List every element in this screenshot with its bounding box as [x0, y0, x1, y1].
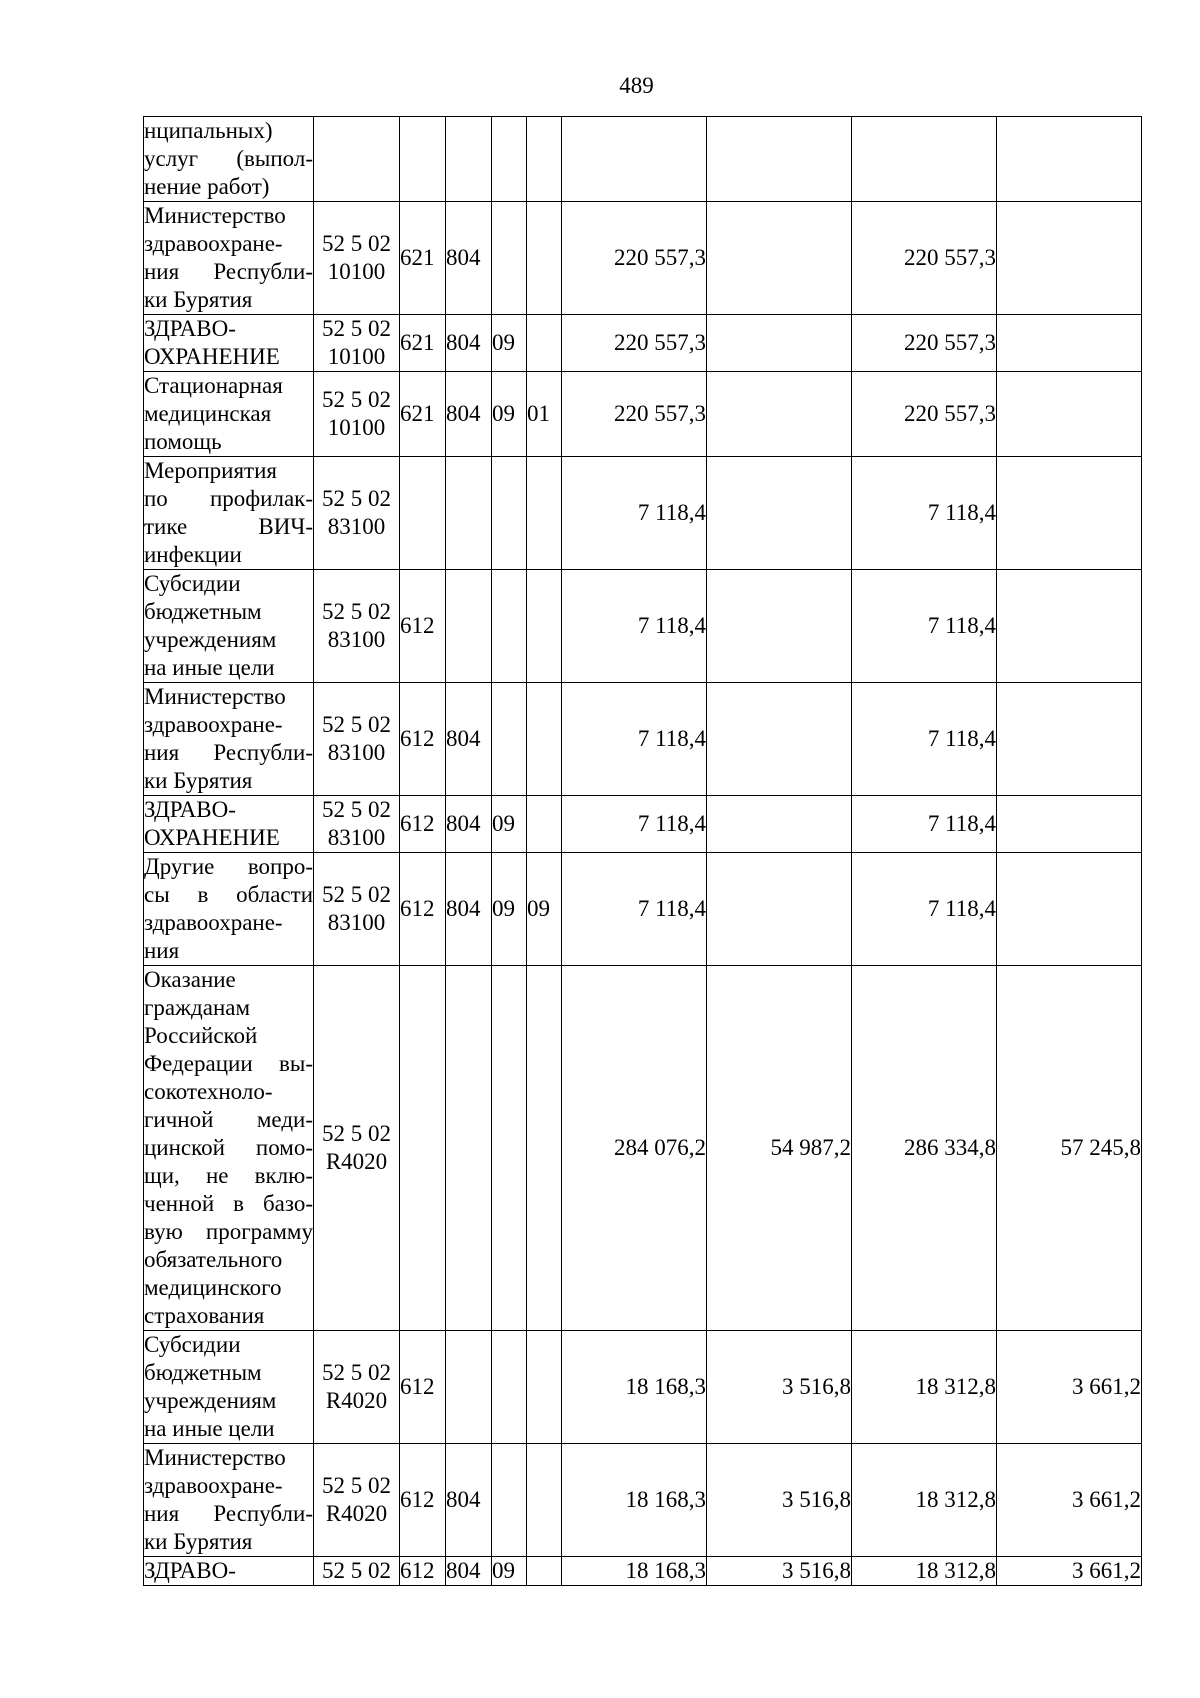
row-value-2 [707, 853, 852, 966]
row-name-line: Оказание [144, 967, 236, 992]
row-name-line: ки Бурятия [144, 1529, 253, 1554]
row-name-line: ЗДРАВО- [144, 316, 236, 341]
row-value-1: 220 557,3 [562, 202, 707, 315]
row-name-line: помощь [144, 429, 222, 454]
row-value-3: 220 557,3 [852, 372, 997, 457]
row-grbs-cell [446, 1331, 492, 1444]
row-name-cell [144, 457, 314, 570]
row-name-line: ния [144, 938, 180, 963]
row-pr-cell: 09 [527, 853, 562, 966]
row-value-3: 286 334,8 [852, 966, 997, 1331]
table-row [144, 1444, 1142, 1557]
row-name-line: цинской помо- [144, 1135, 313, 1160]
row-value-2: 54 987,2 [707, 966, 852, 1331]
row-value-3: 18 312,8 [852, 1557, 997, 1586]
row-name-line: ния Республи- [144, 740, 313, 765]
row-csr-cell [314, 117, 400, 202]
row-name-line: Стационарная [144, 373, 283, 398]
row-pr-cell [527, 1444, 562, 1557]
row-name-line: по профилак- [144, 486, 313, 511]
row-csr-cell [314, 1331, 400, 1444]
row-value-3: 220 557,3 [852, 315, 997, 372]
row-vr-cell: 612 [400, 683, 446, 796]
row-pr-cell [527, 315, 562, 372]
row-grbs-cell: 804 [446, 683, 492, 796]
table-row [144, 966, 1142, 1331]
row-name-line: медицинского [144, 1275, 282, 1300]
row-value-3: 220 557,3 [852, 202, 997, 315]
row-grbs-cell [446, 457, 492, 570]
table-row [144, 570, 1142, 683]
row-rz-cell [492, 117, 527, 202]
table-row [144, 796, 1142, 853]
row-pr-cell: 01 [527, 372, 562, 457]
row-name-line: Министерство [144, 203, 286, 228]
row-value-1: 220 557,3 [562, 372, 707, 457]
row-name-line: Другие вопро- [144, 854, 313, 879]
row-pr-cell [527, 796, 562, 853]
row-name-line: гражданам [144, 995, 251, 1020]
budget-table-body [144, 117, 1142, 1586]
row-value-2: 3 516,8 [707, 1557, 852, 1586]
row-rz-cell: 09 [492, 372, 527, 457]
row-vr-cell: 621 [400, 372, 446, 457]
row-value-3: 7 118,4 [852, 570, 997, 683]
row-value-4 [997, 202, 1142, 315]
row-grbs-cell: 804 [446, 315, 492, 372]
row-vr-cell: 612 [400, 796, 446, 853]
row-value-4 [997, 683, 1142, 796]
row-grbs-cell [446, 117, 492, 202]
row-name-line: Субсидии [144, 571, 241, 596]
row-value-1: 7 118,4 [562, 457, 707, 570]
row-name-line: здравоохране- [144, 712, 283, 737]
row-csr-line: 52 5 02 [322, 316, 391, 341]
row-name-line: Российской [144, 1023, 258, 1048]
row-name-line: ния Республи- [144, 259, 313, 284]
page-number: 489 [619, 73, 654, 98]
row-pr-cell [527, 457, 562, 570]
row-csr-line: R4020 [325, 1501, 388, 1526]
row-name-line: на иные цели [144, 1416, 275, 1441]
row-value-2 [707, 315, 852, 372]
row-name-line: инфекции [144, 542, 242, 567]
row-value-2 [707, 372, 852, 457]
row-name-line: сокотехноло- [144, 1079, 273, 1104]
row-value-3: 7 118,4 [852, 853, 997, 966]
row-value-1: 220 557,3 [562, 315, 707, 372]
row-csr-cell [314, 315, 400, 372]
row-name-line: учреждениям [144, 627, 277, 652]
row-value-4 [997, 117, 1142, 202]
row-value-2: 3 516,8 [707, 1444, 852, 1557]
row-value-2 [707, 202, 852, 315]
row-value-3: 7 118,4 [852, 457, 997, 570]
table-row [144, 372, 1142, 457]
table-row [144, 853, 1142, 966]
row-csr-cell [314, 853, 400, 966]
row-vr-cell: 621 [400, 315, 446, 372]
row-value-3: 7 118,4 [852, 683, 997, 796]
row-name-cell [144, 117, 314, 202]
row-name-cell [144, 1557, 314, 1586]
row-name-line: обязательного [144, 1247, 283, 1272]
row-name-line: бюджетным [144, 1360, 262, 1385]
row-csr-cell [314, 796, 400, 853]
row-name-line: нципальных) [144, 118, 273, 143]
row-value-2 [707, 570, 852, 683]
row-name-cell [144, 1331, 314, 1444]
row-csr-line: 10100 [327, 415, 386, 440]
row-name-line: гичной меди- [144, 1107, 313, 1132]
row-pr-cell [527, 117, 562, 202]
row-rz-cell [492, 570, 527, 683]
row-name-line: здравоохране- [144, 910, 283, 935]
row-value-3 [852, 117, 997, 202]
row-value-4 [997, 853, 1142, 966]
row-csr-line: R4020 [325, 1149, 388, 1174]
table-row [144, 457, 1142, 570]
row-grbs-cell: 804 [446, 796, 492, 853]
row-value-4 [997, 570, 1142, 683]
row-name-cell [144, 202, 314, 315]
row-value-4: 3 661,2 [997, 1331, 1142, 1444]
row-value-1: 7 118,4 [562, 570, 707, 683]
row-csr-line: 83100 [327, 627, 386, 652]
row-value-1: 18 168,3 [562, 1557, 707, 1586]
row-csr-line: 83100 [327, 740, 386, 765]
row-vr-cell: 612 [400, 1331, 446, 1444]
row-name-line: ки Бурятия [144, 287, 253, 312]
row-csr-line: 83100 [327, 910, 386, 935]
row-name-line: Субсидии [144, 1332, 241, 1357]
row-value-1: 7 118,4 [562, 796, 707, 853]
row-value-3: 18 312,8 [852, 1444, 997, 1557]
row-rz-cell: 09 [492, 796, 527, 853]
row-value-1: 18 168,3 [562, 1444, 707, 1557]
row-pr-cell [527, 683, 562, 796]
row-name-line: ния Республи- [144, 1501, 313, 1526]
row-rz-cell [492, 1331, 527, 1444]
budget-table [143, 116, 1142, 1586]
row-value-4: 3 661,2 [997, 1557, 1142, 1586]
row-value-1: 18 168,3 [562, 1331, 707, 1444]
row-name-line: сы в области [144, 882, 313, 907]
row-csr-cell [314, 570, 400, 683]
table-row [144, 315, 1142, 372]
row-grbs-cell: 804 [446, 1444, 492, 1557]
row-value-1: 7 118,4 [562, 683, 707, 796]
row-name-line: нение работ) [144, 174, 270, 199]
row-grbs-cell [446, 966, 492, 1331]
row-name-line: учреждениям [144, 1388, 277, 1413]
row-rz-cell [492, 683, 527, 796]
row-csr-line: 52 5 02 [322, 1558, 391, 1583]
row-value-1: 7 118,4 [562, 853, 707, 966]
row-value-4 [997, 796, 1142, 853]
row-vr-cell [400, 966, 446, 1331]
row-name-cell [144, 853, 314, 966]
row-csr-cell [314, 966, 400, 1331]
row-name-line: вую программу [144, 1219, 313, 1244]
row-rz-cell [492, 1444, 527, 1557]
row-csr-line: 52 5 02 [322, 1121, 391, 1146]
row-csr-line: 52 5 02 [322, 1473, 391, 1498]
row-value-4 [997, 372, 1142, 457]
row-csr-line: 83100 [327, 825, 386, 850]
table-row [144, 1331, 1142, 1444]
row-name-line: щи, не вклю- [144, 1163, 313, 1188]
row-csr-line: 52 5 02 [322, 797, 391, 822]
row-name-line: ОХРАНЕНИЕ [144, 344, 280, 369]
row-vr-cell: 612 [400, 570, 446, 683]
row-value-4: 57 245,8 [997, 966, 1142, 1331]
row-value-4 [997, 315, 1142, 372]
row-pr-cell [527, 1557, 562, 1586]
row-csr-line: 52 5 02 [322, 387, 391, 412]
row-rz-cell [492, 966, 527, 1331]
row-csr-line: 10100 [327, 344, 386, 369]
row-rz-cell [492, 202, 527, 315]
row-vr-cell [400, 117, 446, 202]
row-grbs-cell: 804 [446, 1557, 492, 1586]
row-pr-cell [527, 1331, 562, 1444]
row-value-3: 18 312,8 [852, 1331, 997, 1444]
row-csr-line: 52 5 02 [322, 882, 391, 907]
row-csr-cell [314, 1444, 400, 1557]
row-value-2 [707, 683, 852, 796]
row-csr-line: 52 5 02 [322, 599, 391, 624]
row-vr-cell: 612 [400, 853, 446, 966]
row-name-line: на иные цели [144, 655, 275, 680]
row-name-cell [144, 1444, 314, 1557]
table-row [144, 1557, 1142, 1586]
row-vr-cell: 621 [400, 202, 446, 315]
row-rz-cell: 09 [492, 853, 527, 966]
row-name-cell [144, 372, 314, 457]
row-csr-cell [314, 457, 400, 570]
row-csr-line: 52 5 02 [322, 1360, 391, 1385]
row-csr-cell [314, 683, 400, 796]
row-grbs-cell [446, 570, 492, 683]
row-pr-cell [527, 570, 562, 683]
row-grbs-cell: 804 [446, 372, 492, 457]
table-row [144, 117, 1142, 202]
row-name-cell [144, 966, 314, 1331]
row-csr-line: 83100 [327, 514, 386, 539]
row-csr-line: 52 5 02 [322, 712, 391, 737]
row-rz-cell: 09 [492, 1557, 527, 1586]
row-value-4 [997, 457, 1142, 570]
row-name-line: страхования [144, 1303, 265, 1328]
row-value-2 [707, 796, 852, 853]
row-rz-cell: 09 [492, 315, 527, 372]
row-name-line: здравоохране- [144, 231, 283, 256]
row-vr-cell: 612 [400, 1444, 446, 1557]
row-csr-line: 52 5 02 [322, 486, 391, 511]
row-name-line: услуг (выпол- [144, 146, 313, 171]
row-csr-cell [314, 1557, 400, 1586]
row-name-line: Федерации вы- [144, 1051, 313, 1076]
row-value-1: 284 076,2 [562, 966, 707, 1331]
row-name-cell [144, 683, 314, 796]
row-name-line: здравоохране- [144, 1473, 283, 1498]
row-csr-cell [314, 372, 400, 457]
row-value-2: 3 516,8 [707, 1331, 852, 1444]
row-value-2 [707, 457, 852, 570]
table-row [144, 683, 1142, 796]
table-row [144, 202, 1142, 315]
row-value-1 [562, 117, 707, 202]
row-name-cell [144, 315, 314, 372]
row-rz-cell [492, 457, 527, 570]
row-grbs-cell: 804 [446, 853, 492, 966]
row-vr-cell [400, 457, 446, 570]
row-name-line: ОХРАНЕНИЕ [144, 825, 280, 850]
row-value-4: 3 661,2 [997, 1444, 1142, 1557]
row-name-line: ЗДРАВО- [144, 797, 236, 822]
row-grbs-cell: 804 [446, 202, 492, 315]
row-name-line: Министерство [144, 1445, 286, 1470]
row-name-line: Мероприятия [144, 458, 277, 483]
row-vr-cell: 612 [400, 1557, 446, 1586]
row-csr-line: 52 5 02 [322, 231, 391, 256]
row-csr-cell [314, 202, 400, 315]
row-name-line: медицинская [144, 401, 272, 426]
row-csr-line: R4020 [325, 1388, 388, 1413]
row-name-line: Министерство [144, 684, 286, 709]
row-pr-cell [527, 202, 562, 315]
row-name-cell [144, 796, 314, 853]
row-csr-line: 10100 [327, 259, 386, 284]
row-name-line: ЗДРАВО- [144, 1558, 236, 1583]
row-name-cell [144, 570, 314, 683]
row-pr-cell [527, 966, 562, 1331]
row-name-line: ки Бурятия [144, 768, 253, 793]
row-name-line: бюджетным [144, 599, 262, 624]
row-name-line: тике ВИЧ- [144, 514, 313, 539]
row-value-2 [707, 117, 852, 202]
row-name-line: ченной в базо- [144, 1191, 313, 1216]
row-value-3: 7 118,4 [852, 796, 997, 853]
